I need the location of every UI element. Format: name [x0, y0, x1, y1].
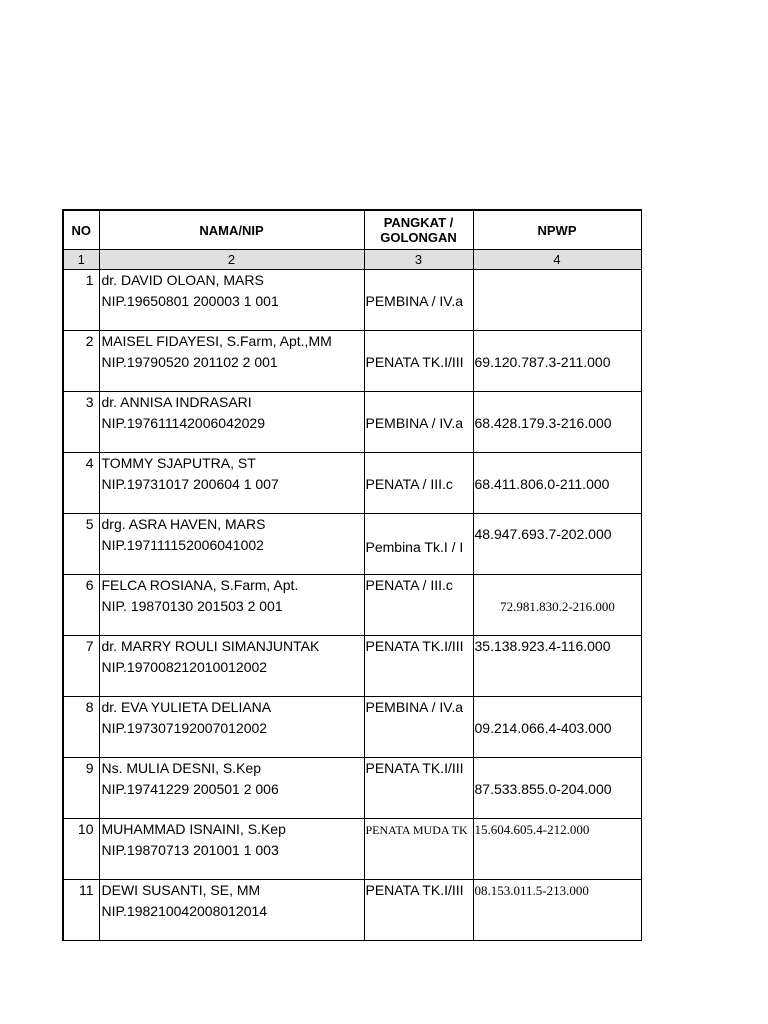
rank-cell — [364, 636, 473, 697]
employee-name: DEWI SUSANTI, SE, MM — [101, 882, 261, 898]
name-nip-cell — [99, 697, 364, 758]
header-rank — [364, 210, 473, 250]
table-row — [63, 270, 641, 331]
rank-cell — [364, 697, 473, 758]
employee-npwp: 08.153.011.5-213.000 — [474, 883, 589, 898]
employee-npwp: 68.428.179.3-216.000 — [474, 415, 612, 431]
column-number: 1 — [63, 250, 99, 270]
employee-rank: PENATA TK.I/III — [365, 882, 464, 898]
employee-npwp: 15.604.605.4-212.000 — [474, 822, 590, 837]
table-row — [63, 880, 641, 941]
header-npwp: NPWP — [473, 210, 641, 250]
employee-name: dr. EVA YULIETA DELIANA — [101, 699, 272, 715]
employee-name: Ns. MULIA DESNI, S.Kep — [101, 760, 261, 776]
npwp-cell — [473, 514, 641, 575]
rank-cell — [364, 331, 473, 392]
row-number: 8 — [63, 697, 99, 758]
row-number: 1 — [63, 270, 99, 331]
table-row — [63, 575, 641, 636]
npwp-cell — [473, 392, 641, 453]
employee-rank: PEMBINA / IV.a — [365, 699, 464, 715]
employee-nip: NIP.19790520 201102 2 001 — [101, 354, 278, 370]
row-number: 9 — [63, 758, 99, 819]
employee-nip: NIP.19870713 201001 1 003 — [101, 842, 279, 858]
employee-npwp: 48.947.693.7-202.000 — [474, 526, 612, 542]
employee-nip: NIP.197307192007012002 — [101, 720, 268, 736]
employee-nip: NIP.197111152006041002 — [101, 537, 264, 553]
employee-npwp: 68.411.806.0-211.000 — [474, 476, 610, 492]
npwp-cell — [473, 331, 641, 392]
employee-npwp: 69.120.787.3-211.000 — [474, 354, 611, 370]
employee-name: MUHAMMAD ISNAINI, S.Kep — [101, 821, 286, 837]
employee-npwp: 09.214.066.4-403.000 — [474, 720, 612, 736]
employee-nip: NIP. 19870130 201503 2 001 — [101, 598, 283, 614]
header-no: NO — [63, 210, 99, 250]
employee-npwp: 72.981.830.2-216.000 — [500, 599, 615, 614]
rank-cell — [364, 819, 473, 880]
employee-name: dr. ANNISA INDRASARI — [101, 394, 252, 410]
table-row — [63, 819, 641, 880]
npwp-cell — [473, 758, 641, 819]
rank-cell — [364, 880, 473, 941]
employee-npwp: 35.138.923.4-116.000 — [474, 638, 611, 654]
employee-nip: NIP.19741229 200501 2 006 — [101, 781, 279, 797]
employee-table — [62, 209, 642, 941]
table-row — [63, 331, 641, 392]
employee-name: dr. DAVID OLOAN, MARS — [101, 272, 264, 288]
npwp-cell — [473, 270, 641, 331]
name-nip-cell — [99, 819, 364, 880]
name-nip-cell — [99, 636, 364, 697]
employee-nip: NIP.19650801 200003 1 001 — [101, 293, 279, 309]
employee-rank: Pembina Tk.I / I — [365, 539, 464, 555]
employee-nip: NIP.198210042008012014 — [101, 903, 268, 919]
employee-rank: PEMBINA / IV.a — [365, 415, 464, 431]
table-row — [63, 514, 641, 575]
employee-name: MAISEL FIDAYESI, S.Farm, Apt.,MM — [101, 333, 332, 349]
employee-rank: PENATA MUDA TK — [365, 823, 468, 837]
row-number: 4 — [63, 453, 99, 514]
table-row — [63, 636, 641, 697]
column-number: 2 — [99, 250, 364, 270]
name-nip-cell — [99, 392, 364, 453]
row-number: 5 — [63, 514, 99, 575]
rank-cell — [364, 453, 473, 514]
table-row — [63, 758, 641, 819]
header-name-nip: NAMA/NIP — [99, 210, 364, 250]
name-nip-cell — [99, 270, 364, 331]
rank-cell — [364, 758, 473, 819]
name-nip-cell — [99, 453, 364, 514]
employee-npwp: 87.533.855.0-204.000 — [474, 781, 612, 797]
employee-nip: NIP.19731017 200604 1 007 — [101, 476, 279, 492]
column-number: 4 — [473, 250, 641, 270]
employee-rank: PENATA TK.I/III — [365, 760, 464, 776]
rank-cell — [364, 514, 473, 575]
employee-name: FELCA ROSIANA, S.Farm, Apt. — [101, 577, 299, 593]
name-nip-cell — [99, 514, 364, 575]
name-nip-cell — [99, 331, 364, 392]
table-row — [63, 697, 641, 758]
employee-nip: NIP.197611142006042029 — [101, 415, 265, 431]
employee-nip: NIP.197008212010012002 — [101, 659, 268, 675]
row-number: 6 — [63, 575, 99, 636]
rank-cell — [364, 270, 473, 331]
row-number: 2 — [63, 331, 99, 392]
table-row — [63, 392, 641, 453]
rank-cell — [364, 392, 473, 453]
column-number-row — [63, 250, 641, 270]
npwp-cell — [473, 880, 641, 941]
npwp-cell — [473, 575, 641, 636]
employee-name: dr. MARRY ROULI SIMANJUNTAK — [101, 638, 320, 654]
row-number: 11 — [63, 880, 99, 941]
employee-rank: PENATA TK.I/III — [365, 354, 464, 370]
employee-rank: PENATA / III.c — [365, 476, 453, 492]
employee-name: TOMMY SJAPUTRA, ST — [101, 455, 256, 471]
employee-name: drg. ASRA HAVEN, MARS — [101, 516, 266, 532]
column-number: 3 — [364, 250, 473, 270]
row-number: 10 — [63, 819, 99, 880]
npwp-cell — [473, 636, 641, 697]
name-nip-cell — [99, 880, 364, 941]
npwp-cell — [473, 819, 641, 880]
table-row — [63, 453, 641, 514]
row-number: 7 — [63, 636, 99, 697]
header-row — [63, 210, 641, 250]
rank-cell — [364, 575, 473, 636]
employee-rank: PEMBINA / IV.a — [365, 293, 464, 309]
npwp-cell — [473, 697, 641, 758]
header-rank-line2: GOLONGAN — [380, 230, 457, 245]
name-nip-cell — [99, 758, 364, 819]
employee-rank: PENATA TK.I/III — [365, 638, 464, 654]
npwp-cell — [473, 453, 641, 514]
name-nip-cell — [99, 575, 364, 636]
header-rank-line1: PANGKAT / — [383, 215, 454, 230]
employee-rank: PENATA / III.c — [365, 577, 453, 593]
row-number: 3 — [63, 392, 99, 453]
